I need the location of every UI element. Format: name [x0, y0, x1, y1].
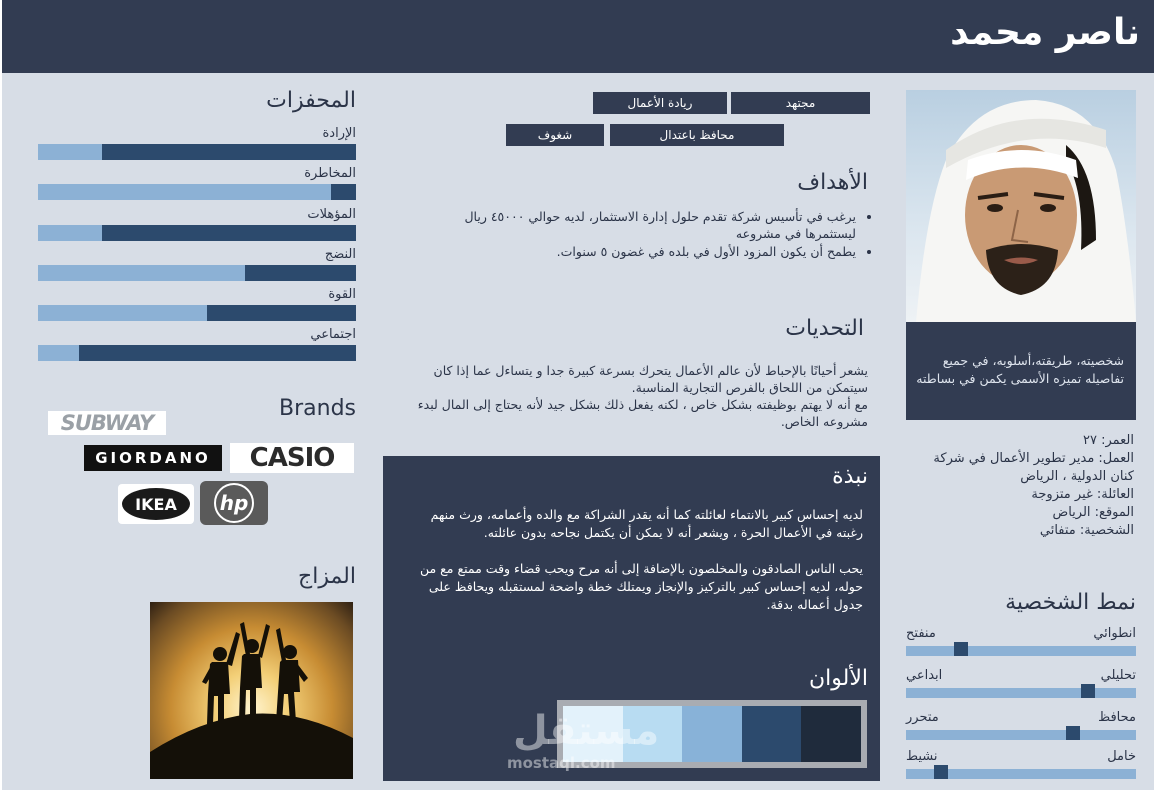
bio-paragraph: لديه إحساس كبير بالانتماء لعائلته كما أنه يقدر الشراكة مع والده وأعمامه، ورث منهم رغبته في الأعمال الحرة ، ويشعر أنه لا يمكن أن يكتمل نجاحه بدون عائلته.: [430, 507, 863, 540]
slider-right-label: انطوائي: [1093, 626, 1136, 641]
bio-text: [401, 506, 863, 632]
motivation-label: القوة: [328, 287, 356, 302]
motivation-track: [38, 305, 356, 321]
motivation-bar: [38, 126, 356, 166]
personality-slider: [906, 626, 1136, 666]
tag-passionate: شغوف: [506, 124, 604, 146]
goals-list: [442, 208, 872, 261]
ikea-logo-text: IKEA: [135, 494, 177, 514]
trait-tags: [502, 92, 872, 148]
info-family: العائلة: غير متزوجة: [1031, 487, 1134, 502]
slider-right-label: خامل: [1107, 749, 1136, 764]
motivation-label: المؤهلات: [307, 207, 356, 222]
slider-thumb: [1081, 684, 1095, 698]
color-swatch: [801, 706, 861, 762]
personality-title: نمط الشخصية: [1005, 590, 1136, 615]
motivation-track: [38, 265, 356, 281]
goal-item: • يطمح أن يكون المزود الأول في بلده في غضون ٥ سنوات.: [442, 243, 856, 260]
slider-track: [906, 646, 1136, 656]
challenges-text: [412, 362, 868, 430]
slider-left-label: نشيط: [906, 749, 938, 764]
slider-track: [906, 688, 1136, 698]
slider-thumb: [954, 642, 968, 656]
giordano-logo-text: GIORDANO: [95, 449, 211, 467]
tag-entrepreneurship: ريادة الأعمال: [593, 92, 727, 114]
motivations-title: المحفزات: [266, 88, 356, 113]
header-bar: [2, 0, 1154, 73]
hp-logo: [200, 481, 268, 525]
motivation-fill: [38, 345, 79, 361]
hp-logo-text: hp: [219, 491, 249, 515]
personality-slider: [906, 668, 1136, 708]
motivation-label: المخاطرة: [304, 166, 356, 181]
motivation-fill: [38, 225, 102, 241]
ikea-logo: [118, 484, 194, 524]
personality-slider: [906, 710, 1136, 750]
motivation-track: [38, 345, 356, 361]
goal-item: • يرغب في تأسيس شركة تقدم حلول إدارة الاستثمار، لديه حوالي ٤٥٠٠٠ ريال ليستثمرها في مشروعه: [442, 208, 856, 242]
motivation-bar: [38, 166, 356, 206]
motivation-label: النضج: [324, 247, 356, 262]
slider-thumb: [1066, 726, 1080, 740]
slider-right-label: تحليلي: [1100, 668, 1136, 683]
tag-moderate-conservative: محافظ باعتدال: [610, 124, 784, 146]
goals-title: الأهداف: [797, 170, 868, 195]
challenge-paragraph: يشعر أحيانًا بالإحباط لأن عالم الأعمال يتحرك بسرعة كبيرة جدا و يتساءل عما إذا كان سيتمكن من اللحاق بالفرص التجارية المناسبة.: [433, 363, 868, 395]
slider-left-label: منفتح: [906, 626, 936, 641]
persona-name: ناصر محمد: [950, 12, 1140, 53]
color-swatch: [742, 706, 802, 762]
brands-title: Brands: [279, 396, 356, 421]
casio-logo-text: CASIO: [249, 443, 335, 473]
motivation-label: الإرادة: [322, 126, 356, 141]
watermark-url: mostaql.com: [507, 754, 616, 772]
subway-logo-text: SUBWAY: [60, 411, 154, 435]
motivation-track: [38, 144, 356, 160]
motivation-bar: [38, 247, 356, 287]
mood-title: المزاج: [298, 564, 356, 589]
slider-left-label: ابداعي: [906, 668, 943, 683]
color-swatch: [682, 706, 742, 762]
ikea-logo-oval: [122, 488, 190, 520]
persona-photo: [906, 90, 1136, 322]
slider-right-label: محافظ: [1098, 710, 1136, 725]
motivation-label: اجتماعي: [310, 327, 356, 342]
hp-logo-circle: [214, 483, 254, 523]
info-personality: الشخصية: متفائي: [1039, 523, 1134, 538]
slider-thumb: [934, 765, 948, 779]
motivation-bar: [38, 207, 356, 247]
info-location: الموقع: الرياض: [1052, 505, 1134, 520]
slider-track: [906, 730, 1136, 740]
persona-page: [2, 0, 1154, 790]
motivation-fill: [38, 265, 245, 281]
mood-image: [150, 602, 353, 779]
personality-slider: [906, 749, 1136, 789]
watermark-logo: مستقل: [513, 708, 660, 754]
slider-left-label: متحرر: [906, 710, 939, 725]
motivation-track: [38, 184, 356, 200]
giordano-logo: [84, 445, 222, 471]
colors-title: الألوان: [809, 666, 868, 691]
motivation-track: [38, 225, 356, 241]
subway-logo: [48, 411, 166, 435]
bio-paragraph: يحب الناس الصادقون والمخلصون بالإضافة إلى أنه مرح ويحب قضاء وقت ممتع مع من حوله، لديه إحساس كبير بالتركيز والإنجاز ويمتلك خطة واضحة لمستقبله ويحافظ على جدول أعماله بدقة.: [419, 561, 863, 612]
challenges-title: التحديات: [785, 316, 864, 341]
challenge-paragraph: مع أنه لا يهتم بوظيفته بشكل خاص ، لكنه يفعل ذلك بشكل جيد لأنه يحتاج إلى المال لبدء مشروعه الخاص.: [417, 397, 868, 429]
info-work: العمل: مدير تطوير الأعمال في شركة كنان الدولية ، الرياض: [933, 451, 1134, 484]
bio-panel: [383, 456, 880, 781]
info-age: العمر: ٢٧: [1082, 433, 1134, 448]
motivation-fill: [38, 305, 207, 321]
motivation-fill: [38, 144, 102, 160]
bio-title: نبذة: [832, 464, 868, 489]
motivation-fill: [38, 184, 331, 200]
tag-hardworking: مجتهد: [731, 92, 870, 114]
motivation-bar: [38, 287, 356, 327]
portrait-illustration: [906, 90, 1136, 322]
persona-quote: شخصيته، طريقته،أسلوبه، في جميع تفاصيله تميزه الأسمى يكمن في بساطته: [906, 322, 1136, 420]
persona-info: [912, 432, 1134, 540]
casio-logo: [230, 443, 354, 473]
motivation-bar: [38, 327, 356, 367]
mountain-climbers-silhouette: [150, 602, 353, 779]
